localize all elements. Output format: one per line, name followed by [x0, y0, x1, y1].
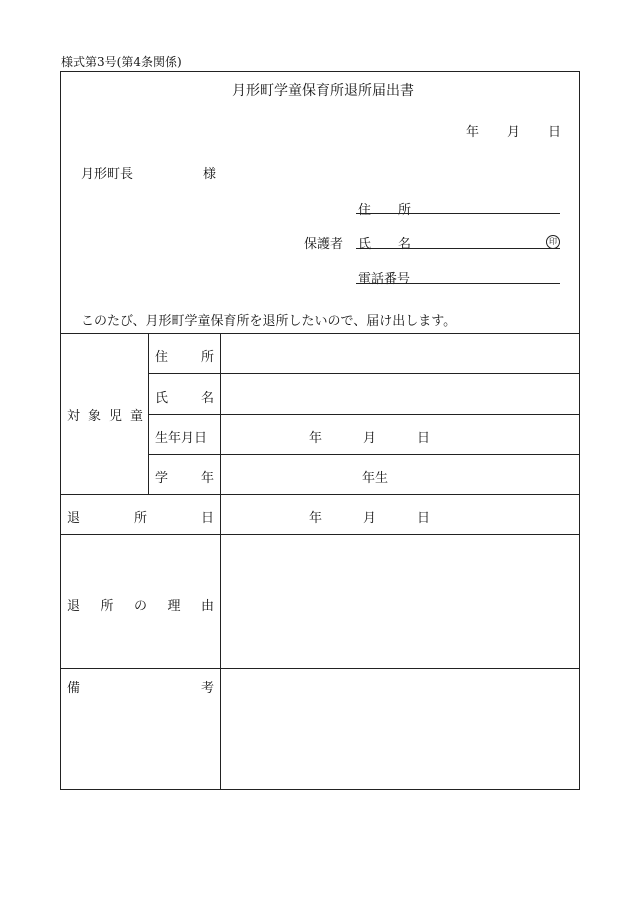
child-label-2: 象 — [87, 409, 101, 424]
addressee-name: 月形町長 — [81, 167, 134, 182]
child-label-1: 対 — [67, 409, 81, 424]
grade-unit: 年生 — [362, 471, 389, 486]
seal-mark: 印 — [546, 235, 560, 249]
form-title: 月形町学童保育所退所届出書 — [232, 83, 414, 99]
date-month: 月 — [507, 125, 521, 140]
grade-label — [155, 467, 214, 486]
divider-row-5 — [60, 534, 580, 535]
leave-day-unit: 日 — [417, 511, 431, 526]
divider-row-1 — [148, 373, 580, 374]
divider-header — [60, 333, 580, 334]
child-name-label-2: 名 — [200, 391, 214, 406]
birth-label: 生年月日 — [155, 431, 208, 446]
child-address-label-1: 住 — [155, 350, 169, 365]
addressee-honorific: 様 — [203, 167, 217, 182]
child-label-4: 童 — [129, 409, 143, 424]
grade-label-1: 学 — [155, 471, 169, 486]
guardian-phone-label: 電話番号 — [358, 272, 411, 287]
birth-day-unit: 日 — [417, 431, 431, 446]
guardian-name-label-1: 氏 — [358, 237, 372, 252]
leave-date-label — [67, 507, 214, 526]
guardian-phone-field[interactable] — [356, 283, 560, 284]
grade-field[interactable] — [222, 456, 578, 493]
leave-date-label-1: 退 — [67, 511, 81, 526]
remarks-label — [67, 677, 214, 696]
date-year: 年 — [466, 125, 480, 140]
divider-row-3 — [148, 454, 580, 455]
divider-row-6 — [60, 668, 580, 669]
leave-month-unit: 月 — [363, 511, 377, 526]
reason-label-1: 退 — [67, 599, 81, 614]
child-name-field[interactable] — [222, 375, 578, 413]
child-name-label — [155, 387, 214, 406]
divider-row-2 — [148, 414, 580, 415]
leave-date-label-3: 日 — [200, 511, 214, 526]
divider-row-4 — [60, 494, 580, 495]
statement: このたび、月形町学童保育所を退所したいので、届け出します。 — [81, 314, 457, 329]
remarks-label-1: 備 — [67, 681, 81, 696]
divider-label-col — [220, 333, 221, 790]
child-label — [67, 405, 143, 424]
reason-label-2: 所 — [100, 599, 114, 614]
date-day: 日 — [548, 125, 562, 140]
guardian-label: 保護者 — [304, 237, 344, 252]
guardian-name-field[interactable] — [356, 248, 560, 249]
child-address-label-2: 所 — [200, 350, 214, 365]
reason-label-5: 由 — [200, 599, 214, 614]
reason-field[interactable] — [222, 536, 578, 667]
birth-year-unit: 年 — [309, 431, 323, 446]
leave-year-unit: 年 — [309, 511, 323, 526]
guardian-address-label-2: 所 — [398, 203, 412, 218]
birth-field[interactable] — [222, 416, 578, 453]
divider-child-col — [148, 333, 149, 494]
leave-date-label-2: 所 — [133, 511, 147, 526]
grade-label-2: 年 — [200, 471, 214, 486]
guardian-address-label-1: 住 — [358, 203, 372, 218]
child-label-3: 児 — [108, 409, 122, 424]
reason-label-3: の — [133, 599, 147, 614]
reason-label — [67, 595, 214, 614]
child-address-label — [155, 346, 214, 365]
remarks-field[interactable] — [222, 670, 578, 788]
leave-date-field[interactable] — [222, 496, 578, 533]
form-reference: 様式第3号(第4条関係) — [61, 55, 182, 69]
guardian-name-label-2: 名 — [398, 237, 412, 252]
child-name-label-1: 氏 — [155, 391, 169, 406]
birth-month-unit: 月 — [363, 431, 377, 446]
remarks-label-2: 考 — [200, 681, 214, 696]
guardian-address-field[interactable] — [356, 213, 560, 214]
child-address-field[interactable] — [222, 335, 578, 372]
reason-label-4: 理 — [167, 599, 181, 614]
